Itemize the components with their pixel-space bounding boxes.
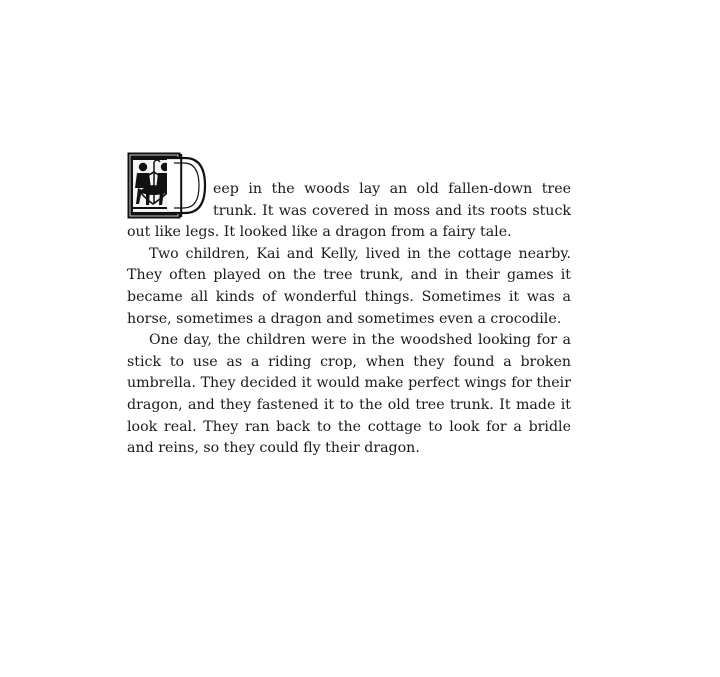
paragraph-3: One day, the children were in the woodshed looking for a stick to use as a riding crop, when they found a broken umbrella. They decided it would make perfect wings for their dragon, and they fastened it to the old tree trunk. It made it look real. They ran back to the cottage to look for a bridle and reins, so they could fly their dragon. [127,332,571,457]
drop-cap-illustration [127,152,207,219]
paragraph-2: Two children, Kai and Kelly, lived in the cottage nearby. They often played on the tree trunk, and in their games it became all kinds of wonderful things. Sometimes it was a horse, sometimes a dragon and sometimes even a crocodile. [127,245,571,327]
story-text [127,179,571,460]
paragraph-1: eep in the woods lay an old fallen-down tree trunk. It was covered in moss and its roots stuck out like legs. It looked like a dragon from a fairy tale. [127,181,571,241]
